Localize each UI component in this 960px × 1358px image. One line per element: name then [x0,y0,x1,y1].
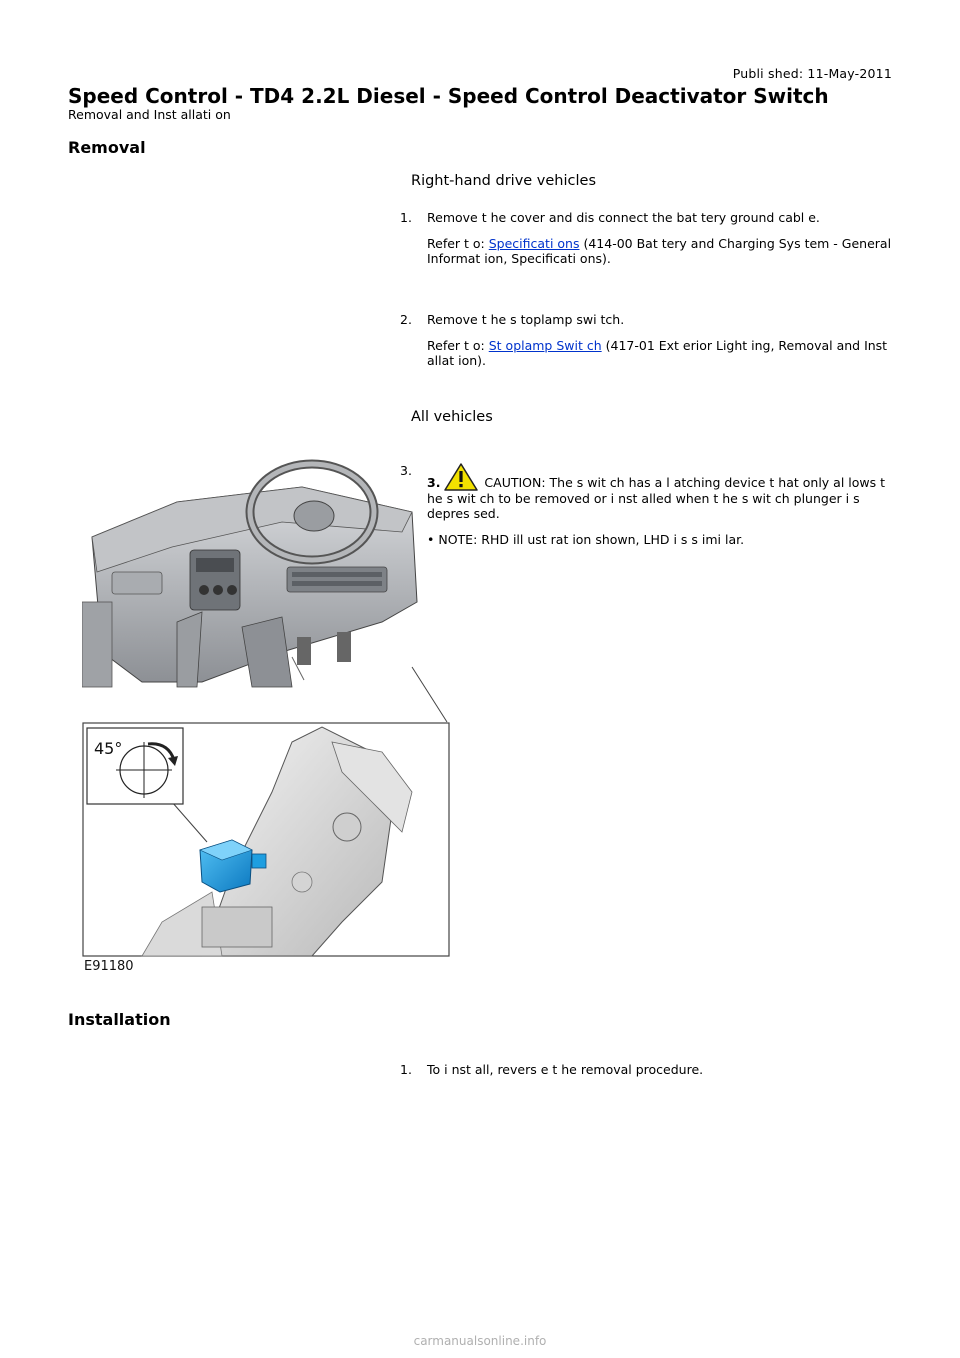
removal-step-3 [400,463,895,558]
specifications-link[interactable]: Specificati ons [488,236,580,251]
removal-step-1 [400,210,900,277]
refer-prefix: Refer t o: [427,236,489,251]
step-number: 1. [400,1062,412,1077]
step-bold-number: 3. [427,475,441,490]
step-text: Remove t he s toplamp swi tch. [427,312,625,327]
rhd-label: Right-hand drive vehicles [411,173,596,189]
illustration-figure [82,452,452,972]
installation-heading: Installation [68,1010,171,1029]
stoplamp-switch-link[interactable]: St oplamp Swit ch [488,338,602,353]
watermark: carmanualsonline.info [413,1334,547,1348]
removal-step-2 [400,312,900,379]
all-vehicles-label: All vehicles [411,409,493,425]
dashboard-illustration [82,452,452,972]
published-date: Publi shed: 11-May-2011 [732,66,892,81]
step-reference [427,236,897,266]
refer-suffix: (414-00 Bat tery and Charging Sys tem - General Informat ion, Specificati ons). [427,236,892,266]
caution-text [427,463,892,521]
step-number: 3. [400,463,412,478]
step-text: To i nst all, revers e t he removal procedure. [427,1062,704,1077]
step-text: Remove t he cover and dis connect the bat tery ground cabl e. [427,210,820,225]
step-reference [427,338,897,368]
leader-line [412,667,447,722]
note-text: • NOTE: RHD ill ust rat ion shown, LHD i s s imi lar. [427,532,745,547]
step-number: 2. [400,312,412,327]
step-number: 1. [400,210,412,225]
refer-suffix: (417-01 Ext erior Light ing, Removal and Inst allat ion). [427,338,888,368]
installation-step-1 [400,1062,900,1088]
dashboard-view [82,464,417,687]
figure-id: E91180 [84,959,134,972]
page-subtitle: Removal and Inst allati on [68,107,231,122]
caution-body: CAUTION: The s wit ch has a l atching device t hat only al lows t he s wit ch to be removed or i nst alled when t he s wit ch plunger i s depres sed. [427,475,886,521]
angle-label: 45° [94,739,123,758]
detail-view [83,723,449,956]
page-title: Speed Control - TD4 2.2L Diesel - Speed Control Deactivator Switch [68,84,829,108]
removal-heading: Removal [68,138,146,157]
refer-prefix: Refer t o: [427,338,489,353]
